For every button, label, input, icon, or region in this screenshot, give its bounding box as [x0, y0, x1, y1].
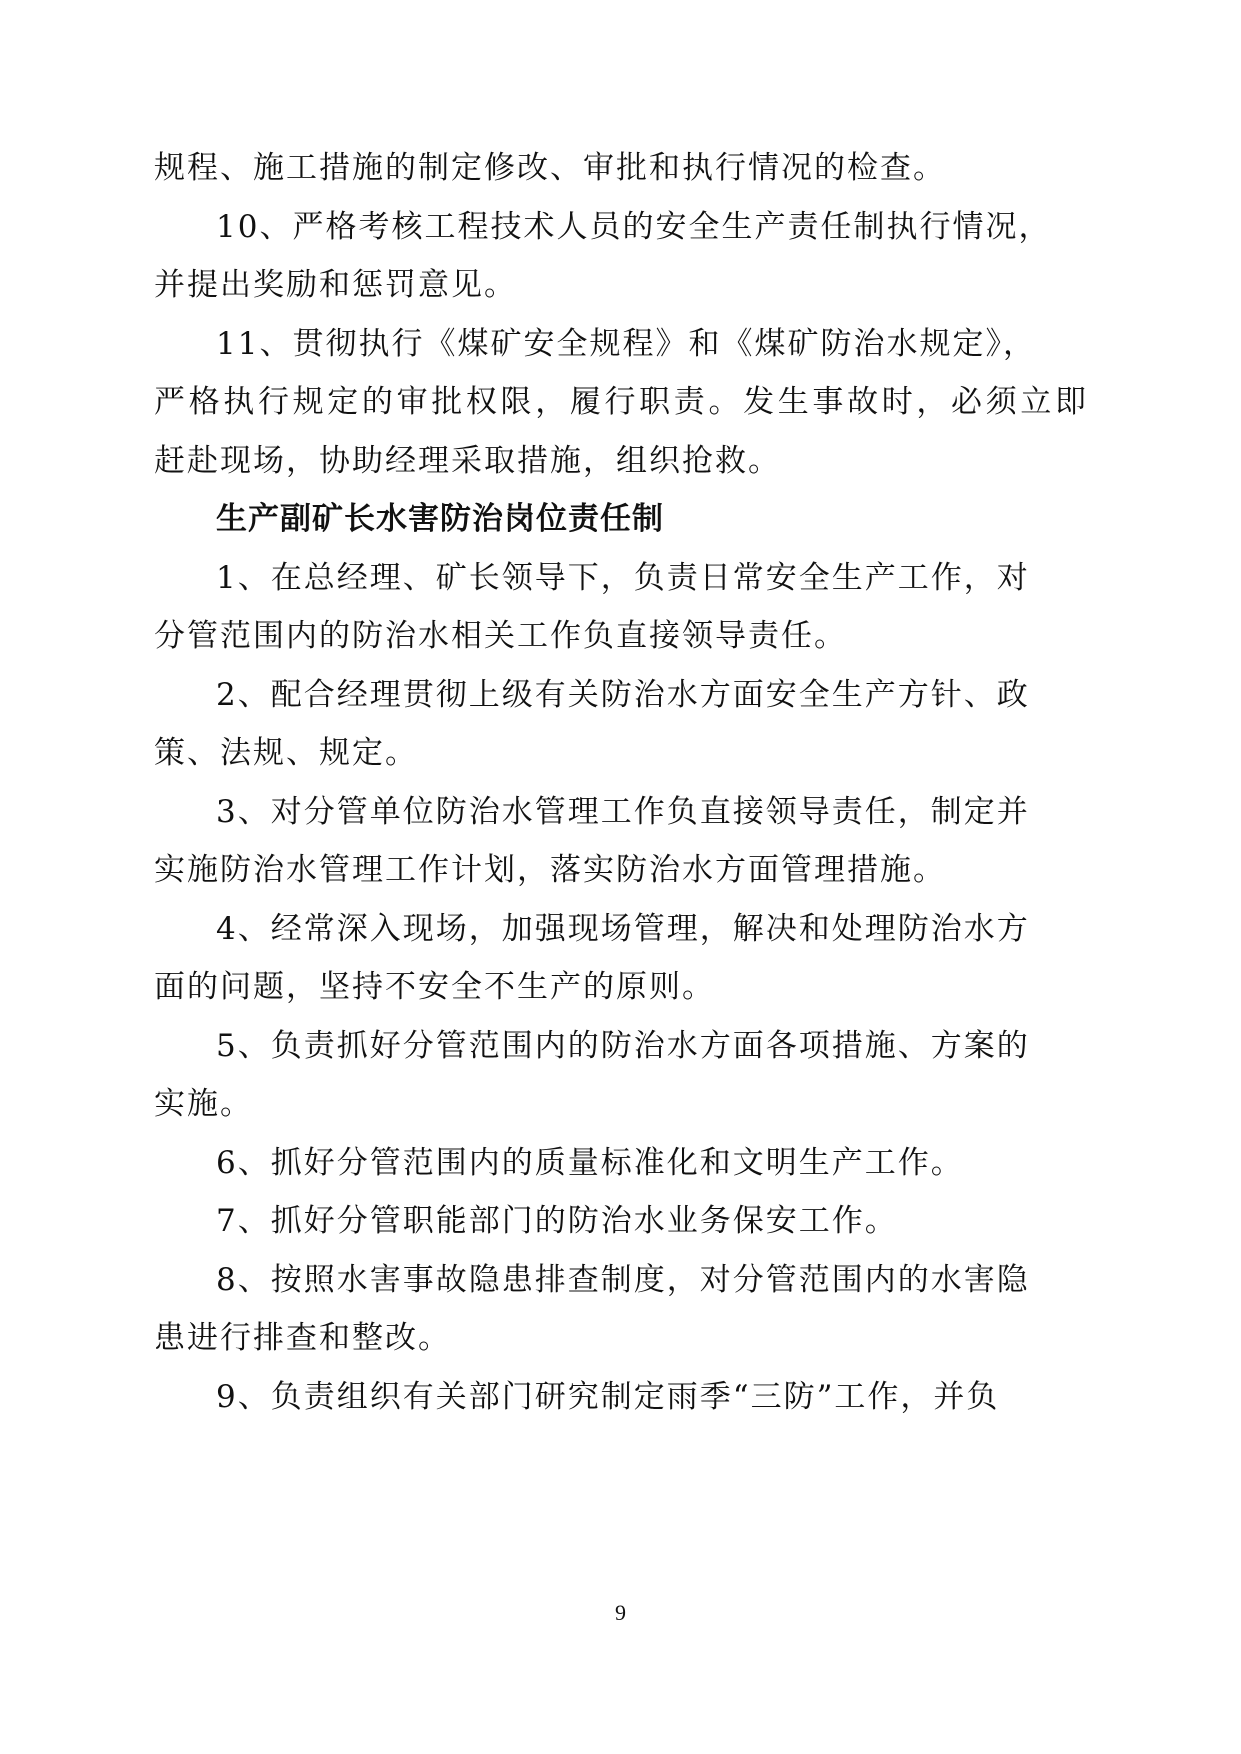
paragraph-line: 赶赴现场，协助经理采取措施，组织抢救。	[154, 443, 781, 479]
paragraph-line: 6、抓好分管范围内的质量标准化和文明生产工作。	[216, 1145, 964, 1181]
page-number: 9	[615, 1600, 626, 1625]
paragraph-line: 实施。	[154, 1086, 253, 1122]
paragraph-line: 5、负责抓好分管范围内的防治水方面各项措施、方案的	[216, 1028, 1030, 1064]
paragraph-line: 11、贯彻执行《煤矿安全规程》和《煤矿防治水规定》，	[216, 326, 1036, 362]
paragraph-line: 7、抓好分管职能部门的防治水业务保安工作。	[216, 1203, 898, 1239]
paragraph-line: 分管范围内的防治水相关工作负直接领导责任。	[154, 618, 847, 654]
paragraph-line: 策、法规、规定。	[154, 735, 418, 771]
paragraph-line: 9、负责组织有关部门研究制定雨季“三防”工作，并负	[216, 1379, 1000, 1415]
paragraph-line: 4、经常深入现场，加强现场管理，解决和处理防治水方	[216, 911, 1030, 947]
paragraph-line: 3、对分管单位防治水管理工作负直接领导责任，制定并	[216, 794, 1030, 830]
paragraph-line: 1、在总经理、矿长领导下，负责日常安全生产工作，对	[216, 560, 1030, 596]
paragraph-line: 8、按照水害事故隐患排查制度，对分管范围内的水害隐	[216, 1262, 1030, 1298]
paragraph-line: 10、严格考核工程技术人员的安全生产责任制执行情况，	[216, 209, 1052, 245]
paragraph-line: 实施防治水管理工作计划，落实防治水方面管理措施。	[154, 852, 946, 888]
paragraph-line: 2、配合经理贯彻上级有关防治水方面安全生产方针、政	[216, 677, 1030, 713]
paragraph-line: 规程、施工措施的制定修改、审批和执行情况的检查。	[154, 150, 946, 186]
paragraph-line: 并提出奖励和惩罚意见。	[154, 267, 517, 303]
paragraph-line: 面的问题，坚持不安全不生产的原则。	[154, 969, 715, 1005]
paragraph-line: 严格执行规定的审批权限，履行职责。发生事故时，必须立即	[154, 384, 1086, 420]
section-heading: 生产副矿长水害防治岗位责任制	[216, 501, 664, 537]
paragraph-line: 患进行排查和整改。	[154, 1320, 451, 1356]
